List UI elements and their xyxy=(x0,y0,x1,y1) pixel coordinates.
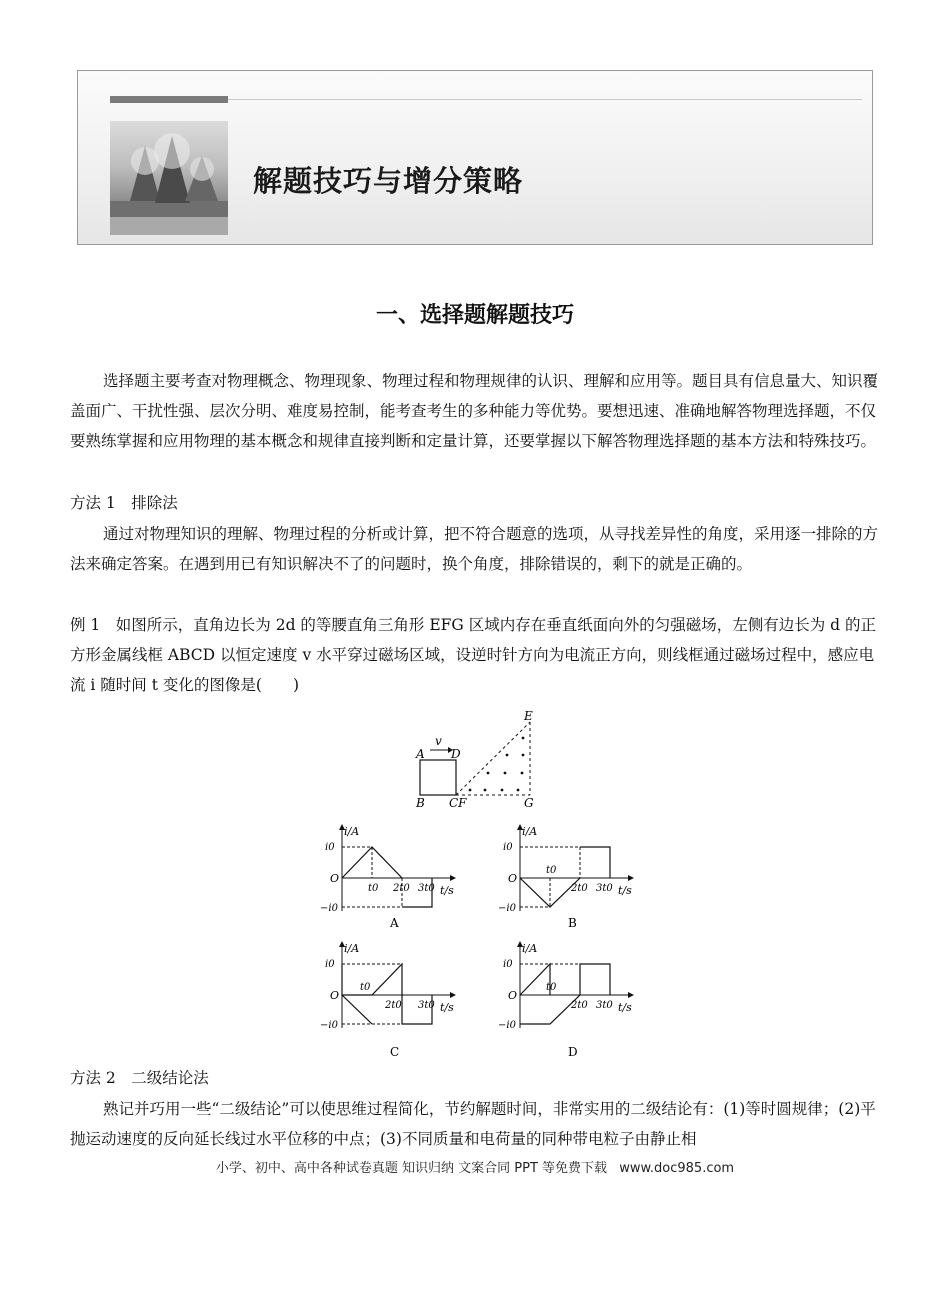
vertex-g: G xyxy=(524,796,534,810)
svg-text:t/s: t/s xyxy=(440,1001,454,1014)
svg-text:−i0: −i0 xyxy=(498,903,516,914)
svg-text:O: O xyxy=(508,872,518,885)
svg-text:i/A: i/A xyxy=(344,825,360,838)
method1-label: 方法 1 排除法 xyxy=(70,494,178,512)
svg-text:−i0: −i0 xyxy=(320,903,338,914)
banner-accent-bar xyxy=(110,96,228,103)
svg-text:−i0: −i0 xyxy=(320,1020,338,1031)
banner-title: 解题技巧与增分策略 xyxy=(253,164,524,198)
square-loop xyxy=(420,760,456,795)
svg-text:i0: i0 xyxy=(503,842,513,853)
footer-url[interactable]: www.doc985.com xyxy=(619,1161,735,1176)
example1-figure xyxy=(310,705,650,1060)
svg-text:t0: t0 xyxy=(546,982,557,993)
example1-question: 例 1 如图所示，直角边长为 2d 的等腰直角三角形 EFG 区域内存在垂直纸面向外的匀强磁场，左侧有边长为 d 的正方形金属线框 ABCD 以恒定速度 v 水平穿过磁场区域，设逆时针方向为电流正方向，则线框通过磁场过程中，感应电流 i 随时间 t 变化的图像是( ) xyxy=(70,616,877,694)
footer xyxy=(0,1157,950,1176)
hypotenuse-line xyxy=(456,722,530,795)
field-dots xyxy=(469,737,525,792)
option-a-label: A xyxy=(390,916,399,930)
svg-text:2t0: 2t0 xyxy=(571,883,588,894)
option-c-label: C xyxy=(390,1045,400,1059)
vertex-b: B xyxy=(416,796,425,810)
svg-text:3t0: 3t0 xyxy=(418,883,435,894)
velocity-label: v xyxy=(435,734,442,748)
svg-text:2t0: 2t0 xyxy=(393,883,410,894)
vertex-e: E xyxy=(524,709,533,723)
svg-text:i0: i0 xyxy=(503,959,513,970)
graph-b xyxy=(498,825,633,930)
method2-label: 方法 2 二级结论法 xyxy=(70,1069,209,1087)
svg-text:3t0: 3t0 xyxy=(596,883,613,894)
svg-text:t/s: t/s xyxy=(618,1001,632,1014)
svg-text:t/s: t/s xyxy=(618,884,632,897)
svg-text:i/A: i/A xyxy=(522,825,538,838)
svg-text:−i0: −i0 xyxy=(498,1020,516,1031)
footer-text: 小学、初中、高中各种试卷真题 知识归纳 文案合同 PPT 等免费下载 xyxy=(215,1161,608,1176)
vertex-cf: CF xyxy=(449,796,467,810)
method2-paragraph: 熟记并巧用一些“二级结论”可以使思维过程简化，节约解题时间，非常实用的二级结论有：(1)等时圆规律；(2)平抛运动速度的反向延长线过水平位移的中点；(3)不同质量和电荷量的同种带电粒子由静止相 xyxy=(70,1100,876,1148)
option-b-label: B xyxy=(568,916,577,930)
vertex-a: A xyxy=(416,747,425,761)
svg-text:2t0: 2t0 xyxy=(385,1000,402,1011)
svg-text:i/A: i/A xyxy=(344,942,360,955)
intro-paragraph: 选择题主要考查对物理概念、物理现象、物理过程和物理规律的认识、理解和应用等。题目具有信息量大、知识覆盖面广、干扰性强、层次分明、难度易控制，能考查考生的多种能力等优势。要想迅速、准确地解答物理选择题，不仅要熟练掌握和应用物理的基本概念和规律直接判断和定量计算，还要掌握以下解答物理选择题的基本方法和特殊技巧。 xyxy=(70,372,879,450)
svg-text:O: O xyxy=(330,989,340,1002)
option-d-label: D xyxy=(568,1045,578,1059)
svg-text:t0: t0 xyxy=(368,883,379,894)
setup-diagram xyxy=(415,709,534,810)
graph-c xyxy=(320,942,455,1059)
svg-text:i0: i0 xyxy=(325,959,335,970)
svg-text:3t0: 3t0 xyxy=(596,1000,613,1011)
svg-text:t/s: t/s xyxy=(440,884,454,897)
svg-text:2t0: 2t0 xyxy=(571,1000,588,1011)
svg-text:i/A: i/A xyxy=(522,942,538,955)
section-title: 一、选择题解题技巧 xyxy=(375,303,574,328)
method1-paragraph: 通过对物理知识的理解、物理过程的分析或计算，把不符合题意的选项，从寻找差异性的角度，采用逐一排除的方法来确定答案。在遇到用已有知识解决不了的问题时，换个角度，排除错误的，剩下的就是正确的。 xyxy=(70,525,879,573)
svg-text:3t0: 3t0 xyxy=(418,1000,435,1011)
svg-text:O: O xyxy=(508,989,518,1002)
graph-d xyxy=(498,942,633,1059)
svg-text:t0: t0 xyxy=(360,982,371,993)
svg-text:O: O xyxy=(330,872,340,885)
graph-a xyxy=(320,825,455,930)
header-banner xyxy=(77,70,873,245)
vertex-d: D xyxy=(451,747,461,761)
banner-rule xyxy=(228,99,862,100)
svg-text:i0: i0 xyxy=(325,842,335,853)
svg-text:t0: t0 xyxy=(546,865,557,876)
banner-photo xyxy=(110,121,228,235)
